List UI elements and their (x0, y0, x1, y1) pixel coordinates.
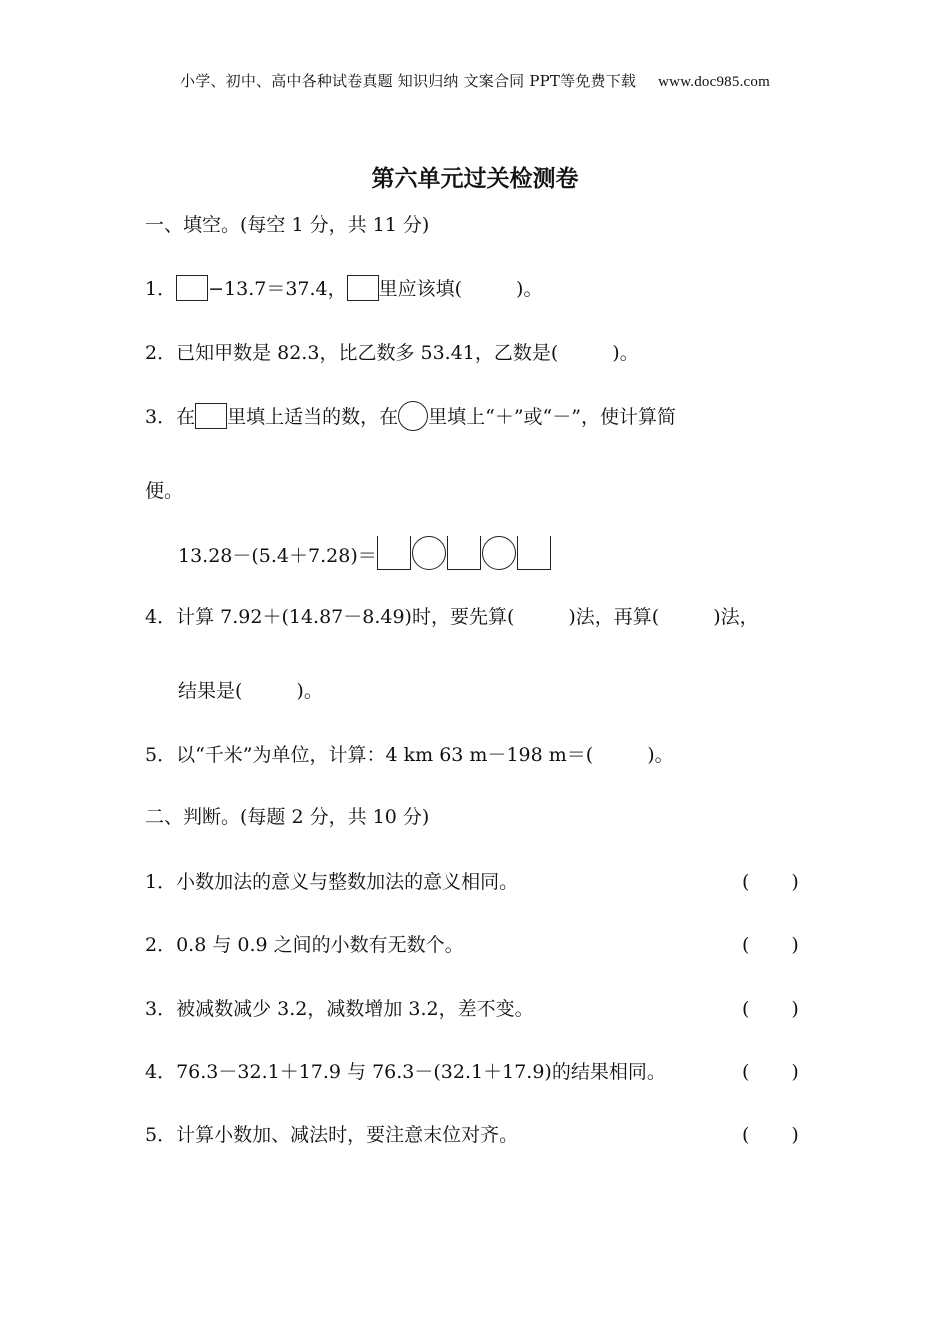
judge-item-1: 1．小数加法的意义与整数加法的意义相同。 (145, 871, 519, 893)
q2: 2．已知甲数是 82.3，比乙数多 53.41，乙数是( )。 (145, 342, 639, 364)
header-url: www.doc985.com (658, 74, 770, 90)
circle-symbol (398, 401, 428, 431)
answer-circle[interactable] (412, 536, 446, 570)
q4-line2: 结果是( )。 (178, 680, 323, 702)
judge-item-5: 5．计算小数加、减法时，要注意末位对齐。 (145, 1124, 519, 1146)
q3-line2: 便。 (145, 480, 184, 502)
judge-answer-5[interactable]: ( ) (742, 1124, 799, 1146)
answer-box[interactable] (377, 536, 411, 570)
judge-answer-3[interactable]: ( ) (742, 998, 799, 1020)
answer-box[interactable] (517, 536, 551, 570)
page-title: 第六单元过关检测卷 (371, 166, 579, 192)
judge-answer-1[interactable]: ( ) (742, 871, 799, 893)
judge-answer-4[interactable]: ( ) (742, 1061, 799, 1083)
q5: 5．以“千米”为单位，计算：4 km 63 m－198 m＝( )。 (145, 744, 674, 766)
section2-heading: 二、判断。(每题 2 分，共 10 分) (145, 806, 430, 828)
answer-chain[interactable] (377, 536, 551, 570)
q3: 3．在 里填上适当的数，在 里填上“＋”或“－”，使计算简 (145, 401, 676, 432)
judge-item-2: 2．0.8 与 0.9 之间的小数有无数个。 (145, 934, 464, 956)
answer-box[interactable] (347, 275, 379, 301)
judge-item-4: 4．76.3－32.1＋17.9 与 76.3－(32.1＋17.9)的结果相同。 (145, 1061, 666, 1083)
page-header (0, 70, 950, 91)
box-symbol (195, 403, 227, 429)
answer-box[interactable] (447, 536, 481, 570)
answer-box[interactable] (176, 275, 208, 301)
judge-answer-2[interactable]: ( ) (742, 934, 799, 956)
q3-expression: 13.28－(5.4＋7.28)＝ (178, 536, 551, 571)
header-text: 小学、初中、高中各种试卷真题 知识归纳 文案合同 PPT等免费下载 (180, 72, 637, 90)
section1-heading: 一、填空。(每空 1 分，共 11 分) (145, 214, 430, 236)
q4: 4．计算 7.92＋(14.87－8.49)时，要先算( )法，再算( )法， (145, 606, 759, 628)
judge-item-3: 3．被减数减少 3.2，减数增加 3.2，差不变。 (145, 998, 534, 1020)
answer-circle[interactable] (482, 536, 516, 570)
q1: 1． −13.7＝37.4， 里应该填( )。 (145, 274, 542, 304)
